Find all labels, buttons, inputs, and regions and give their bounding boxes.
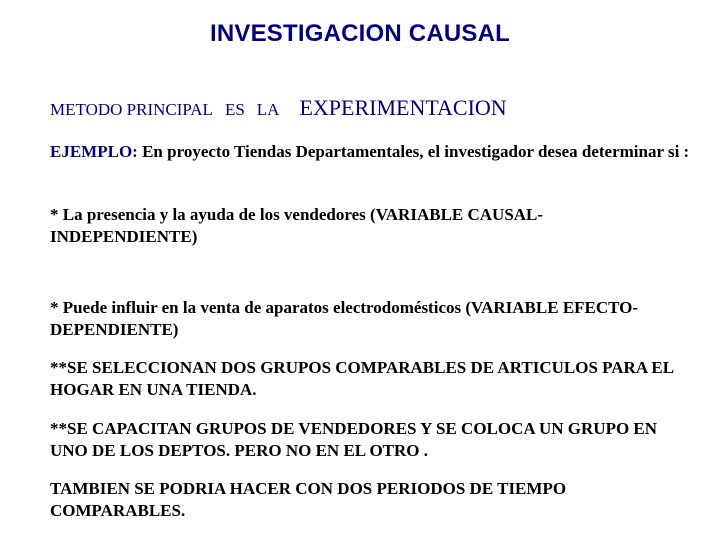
method-es: ES: [224, 100, 245, 119]
method-value: EXPERIMENTACION: [299, 95, 507, 120]
method-label: METODO PRINCIPAL: [50, 100, 213, 119]
paragraph-influir: * Puede influir en la venta de aparatos electrodomésticos (VARIABLE EFECTO- DEPENDIENTE): [50, 298, 639, 339]
example-paragraph: [50, 141, 690, 163]
example-label: EJEMPLO:: [50, 142, 138, 161]
paragraph-seleccionan: **SE SELECCIONAN DOS GRUPOS COMPARABLES DE ARTICULOS PARA EL HOGAR EN UNA TIENDA.: [50, 358, 674, 399]
method-line: [50, 95, 690, 121]
paragraph-capacitan: **SE CAPACITAN GRUPOS DE VENDEDORES Y SE COLOCA UN GRUPO EN UNO DE LOS DEPTOS. PERO NO EN EL OTRO .: [50, 419, 658, 460]
paragraph-presencia: * La presencia y la ayuda de los vendedores (VARIABLE CAUSAL-INDEPENDIENTE): [50, 205, 544, 246]
method-la: LA: [256, 100, 280, 119]
paragraph-tambien: TAMBIEN SE PODRIA HACER CON DOS PERIODOS DE TIEMPO COMPARABLES.: [50, 479, 567, 520]
slide-title: INVESTIGACION CAUSAL: [209, 20, 510, 47]
example-text: En proyecto Tiendas Departamentales, el investigador desea determinar si :: [142, 142, 690, 161]
